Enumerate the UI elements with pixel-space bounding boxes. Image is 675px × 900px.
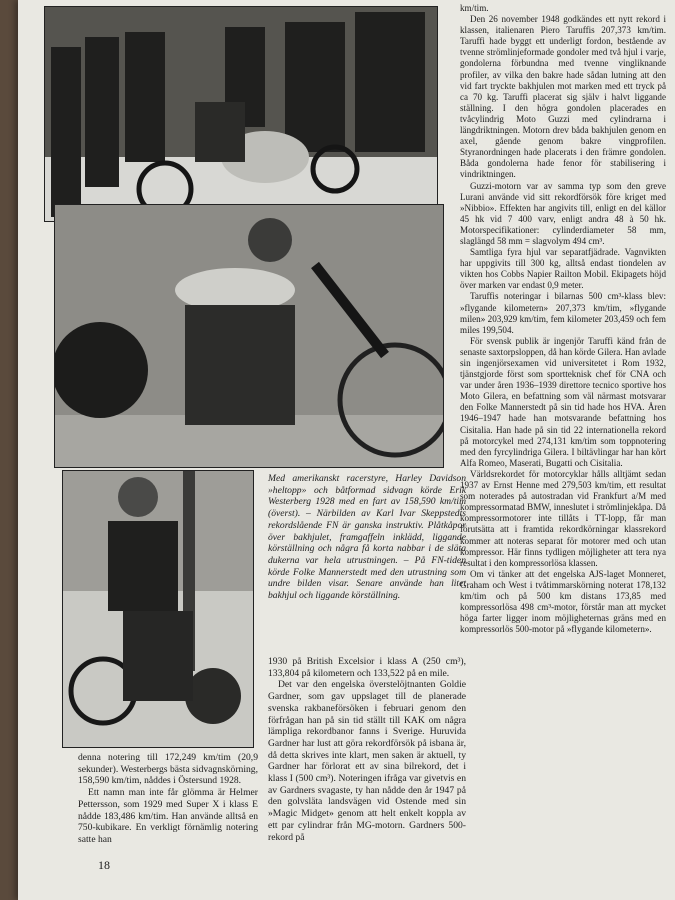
article-column-left: [78, 752, 258, 846]
photo-caption: [268, 473, 466, 602]
paragraph: Taruffis noteringar i bilarnas 500 cm³-klass blev: »flygande kilometern» 207,373 km/tim, »flygande milen» 203,929 km/tim, fem kilometer 203,459 och fem miles 199,504.: [460, 291, 666, 335]
paragraph: Ett namn man inte får glömma är Helmer Pettersson, som 1929 med Super X i klass E nådde 183,486 km/tim. Han använde alltså en 750-kubikare. En verkligt förnämlig notering satte han: [78, 787, 258, 845]
magazine-page: [18, 0, 675, 900]
photo-fn-closeup: [54, 204, 444, 468]
paragraph: Världsrekordet för motorcyklar hålls alltjämt sedan 1937 av Ernst Henne med 279,503 km/tim, ett resultat som noterades på autostradan vid Frankfurt a/M med kompressormatad BMW, inneslutet i strömlinjekåpa. Då kompressormotorer inte tillåts i TT-lopp, får man förutsätta att i framtida rekordkörningar klassrekord kommer att noteras separat för motorer med och utan kompressor. Här finns tydligen möjligheter att tera nya resultat i den kompressorlösa klassen.: [460, 468, 666, 568]
caption-text: Med amerikanskt racerstyre, Harley Davidson »heltopp» och båtformad sidvagn körde Erik Westerberg 1928 med en fart av 158,590 km/tim (överst). – Närbilden av Karl Ivar Skeppstedts rekordslående FN är ganska instruktiv. Plåtkåpor över bakhjulet, framgaffeln inklädd, liggande körställning och några få korta nabbar i de släta dukerna var hela utrustningen. – På FN-tiden körde Folke Mannerstedt med den utrustning som undre bilden visar. Senare använde han litet bakhjul och liggande körställning.: [268, 473, 466, 602]
paragraph: Guzzi-motorn var av samma typ som den greve Lurani använde vid sitt rekordförsök före kriget med »Nibbio». Effekten har angivits till, enligt en del källor 45 hk vid 7 400 varv, enligt andra 48 à 50 hk. Motorspecifikationer: cylinderdiameter 58 mm, slaglängd 58 mm = slagvolym 494 cm³.: [460, 180, 666, 246]
paragraph: För svensk publik är ingenjör Taruffi känd från de senaste saxtorpsloppen, då han körde Gilera. Han avlade sin ingenjörsexamen vid universitetet i Rom 1932, tjänstgjorde först som sportteknisk chef för CNA och var under åren 1936–1939 direttore tecnico sportive hos Moto Gilera, en befattning som väl närmast motsvarar den Folke Mannerstedt på sin tid hade hos HVA. Åren 1946–1947 hade han motsvarande befattning hos Cisitalia. Han hade på sin tid 22 internationella rekord på motorcykel med 274,131 km/tim som toppnotering med den fyrcylindriga Gilera. I biltävlingar har han kört Alfa Romeo, Maserati, Bugatti och Cisitalia.: [460, 335, 666, 468]
photo-sidecar-crowd: [44, 6, 438, 222]
paragraph: Samtliga fyra hjul var separatfjädrade. Vagnvikten har uppgivits till 300 kg, alltså endast tiondelen av vikten hos Cobbs Napier Railton Mobil. Ekipagets höjd över marken var endast 0,9 meter.: [460, 247, 666, 291]
page-number: 18: [98, 858, 110, 872]
paragraph: Den 26 november 1948 godkändes ett nytt rekord i klassen, italienaren Piero Taruffis 207,373 km/tim. Taruffi hade byggt ett underligt fordon, bestående av tvenne strömlinjeformade gondoler med två hjul i varje, gondolerna förbundna med tvenne vingliknande profiler, av vilka den bakre hade sådan lutning att den vid fart tryckte bakhjulen mot marken med ett tryck på ca 70 kg. Taruffi placerat sig själv i halvt liggande ställning. I den högra gondolen placerades en tvåcylindrig Moto Guzzi med cylindrarna i längdriktningen. Motorn drev båda bakhjulen genom en axel, gående genom bakre vingprofilen. Styranordningen hade placerats i den främre gondolen. Båda gondolerna hade fenor för stabilisering i vindriktningen.: [460, 14, 666, 180]
paragraph: denna notering till 172,249 km/tim (20,9 sekunder). Westerbergs bästa sidvagnskörning, 158,590 km/tim, nåddes i Östersund 1928.: [78, 752, 258, 787]
paragraph: Om vi tänker att det engelska AJS-laget Monneret, Graham och West i tvåtimmarskörning noterat 178,132 km/tim och på 500 km distans 173,85 med kompressorlösa 498 cm³-motor, förstår man att mycket höga farter ligger inom möjligheternas gräns med en kompressorlös 500-motor på »flygande kilometern».: [460, 568, 666, 635]
article-column-right: [460, 3, 666, 635]
article-column-middle: [268, 656, 466, 843]
paragraph: km/tim.: [460, 3, 489, 13]
paragraph: 1930 på British Excelsior i klass A (250 cm³), 133,804 på kilometern och 133,522 på en mile.: [268, 656, 466, 679]
paragraph: Det var den engelska överstelöjtnanten Goldie Gardner, som gav uppslaget till de planerade svenska rakbaneförsöken i februari genom den förfrågan han på sin tid ställt till KAK om några lämpliga rekordbanor fanns i Sverige. Huruvida Gardner har lust att göra rekordförsök på isbana är, då detta skrives inte klart, men saken är aktuell, ty Gardner har förlorat ett av sina bilrekord, det i klass I (500 cm³). Noteringen ifråga var givetvis en av Gardners svagaste, ty han nådde den år 1947 på den golvslätа landsvägen vid Ostende med sin »Magic Midget» genom att helt enkelt koppla av ett par cylindrar från MG-motorn. Gardners 500-rekord på: [268, 679, 466, 843]
photo-mannerstedt-rider: [62, 470, 254, 748]
